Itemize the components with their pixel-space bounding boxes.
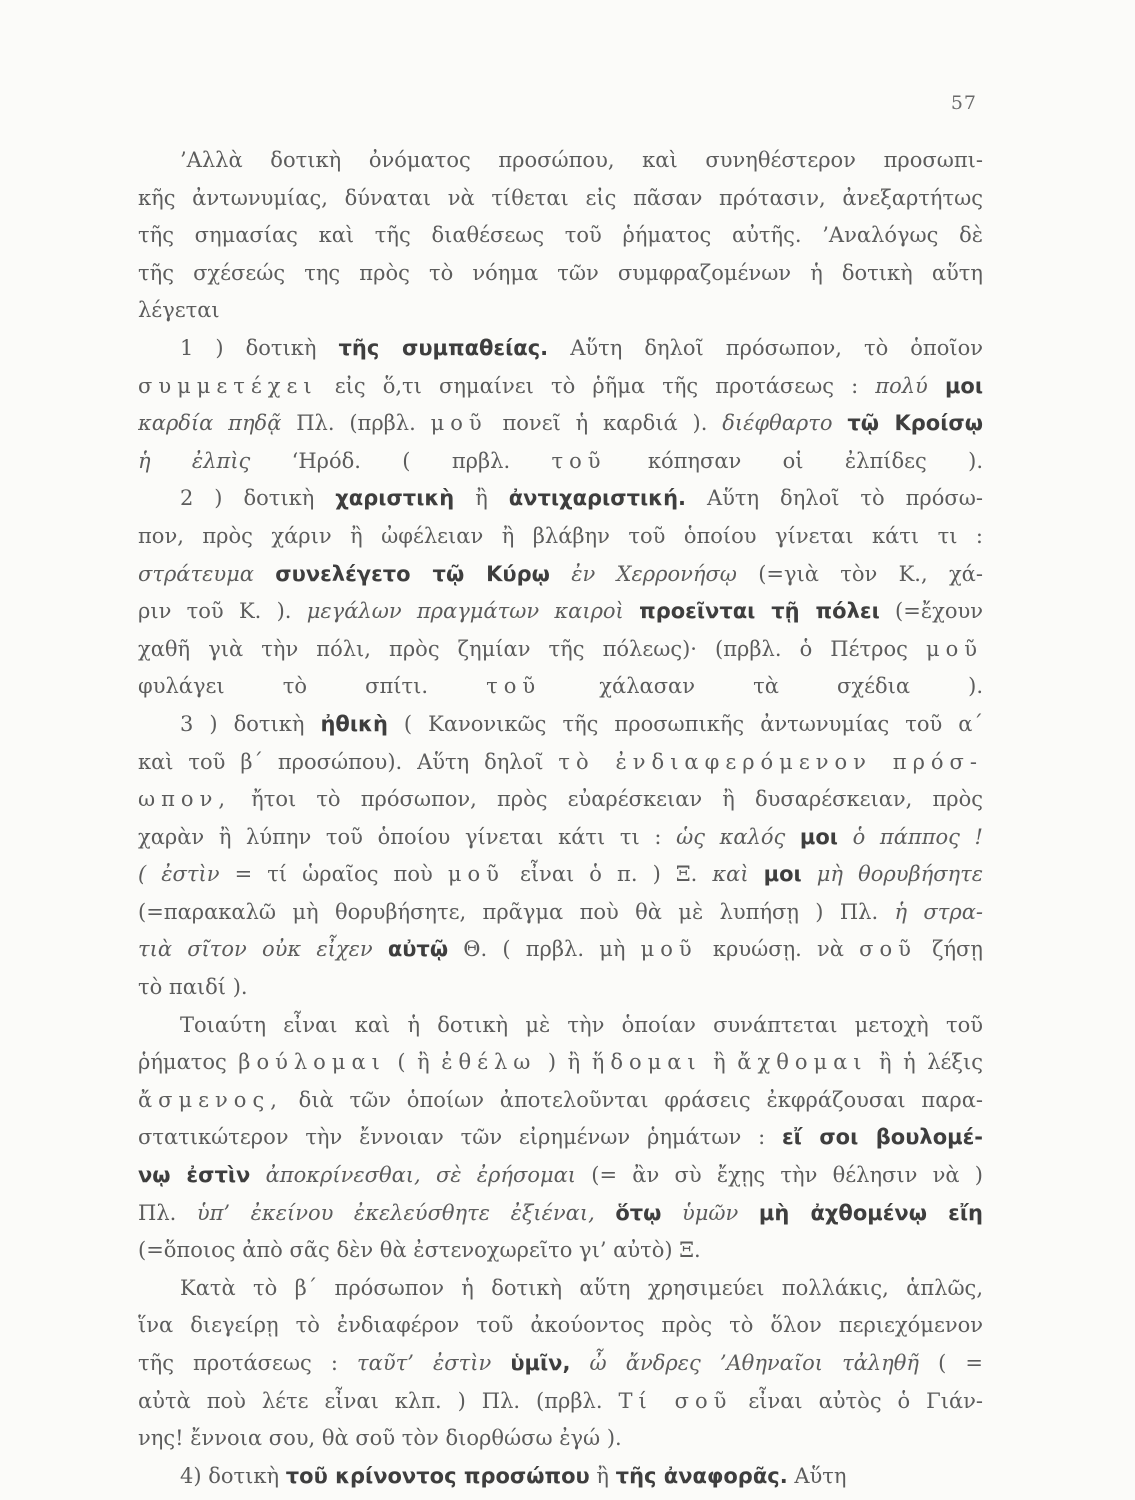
bold-term: χαριστικὴ — [335, 486, 455, 511]
text-run: Αὕτη — [787, 1463, 847, 1488]
text-line — [138, 706, 983, 744]
text-line — [138, 631, 983, 669]
text-run: πονεῖ ἡ καρδιά ). — [487, 411, 723, 436]
text-line — [138, 1044, 983, 1082]
text-line — [138, 368, 983, 406]
italic-quote: ἡ στρα- — [894, 899, 983, 924]
body-text — [138, 142, 983, 1495]
text-run: Θ. ( πρβλ. μὴ — [448, 937, 641, 962]
text-run: κόπησαν οἱ ἐλπίδες ). — [606, 448, 983, 473]
text-run: 1 ) δοτικὴ — [180, 335, 339, 360]
text-run — [570, 1351, 589, 1375]
text-run: ( Κανονικῶς τῆς προσωπικῆς ἀντωνυμίας τοῦ α΄ — [387, 711, 983, 736]
text-line — [138, 668, 983, 706]
text-run: καὶ τοῦ β΄ προσώπου). Αὕτη δηλοῖ — [138, 749, 559, 774]
text-line — [138, 1119, 983, 1157]
bold-term: προεῖνται τῇ πόλει — [639, 599, 880, 624]
bold-term: τοῦ κρίνοντος προσώπου — [285, 1463, 590, 1488]
text-line — [138, 1082, 983, 1120]
italic-quote: ἡ ἐλπὶς — [138, 448, 251, 473]
text-run: χαρὰν ἢ λύπην τοῦ ὁποίου γίνεται κάτι τι : — [138, 824, 677, 849]
text-run: λέγεται — [138, 298, 220, 323]
text-line — [138, 556, 983, 594]
bold-term: ἠθικὴ — [320, 711, 388, 736]
text-run: φυλάγει τὸ σπίτι. — [138, 674, 487, 699]
text-run: ( ἢ — [385, 1050, 442, 1075]
text-line — [138, 1383, 983, 1421]
text-line — [138, 180, 983, 218]
italic-quote: ( ἐστὶν — [138, 862, 220, 887]
text-run — [595, 1201, 616, 1225]
bold-term: ὅτῳ — [615, 1200, 662, 1225]
text-run: ριν τοῦ Κ. ). — [138, 599, 307, 624]
text-run — [250, 1163, 265, 1187]
text-run: εἶναι ὁ π. ) Ξ. — [504, 862, 713, 887]
spaced-word: σοῦ — [859, 937, 917, 962]
bold-term: συνελέγετο τῷ Κύρῳ — [275, 561, 550, 586]
text-run: (= ἂν σὺ ἔχῃς τὴν θέλησιν νὰ ) — [576, 1163, 983, 1188]
bold-term: νῳ ἐστὶν — [138, 1163, 251, 1188]
text-line — [138, 1007, 983, 1045]
text-run: = τί ὡραῖος ποὺ — [219, 862, 448, 887]
italic-quote: καρδία πηδᾷ — [138, 411, 282, 436]
text-run — [738, 1201, 759, 1225]
text-run — [373, 937, 388, 961]
text-line — [138, 217, 983, 255]
text-run — [749, 862, 764, 886]
text-run: Πλ. — [138, 1200, 197, 1225]
bold-term: ὑμῖν, — [510, 1351, 571, 1375]
text-run — [550, 562, 571, 586]
text-run: χάλασαν τὰ σχέδια ). — [541, 674, 983, 699]
bold-term: μοι — [944, 373, 983, 398]
text-run: τῆς σημασίας καὶ τῆς διαθέσεως τοῦ ῥήματος αὐτῆς. ’Αναλόγως δὲ — [138, 223, 983, 248]
text-line — [138, 1195, 983, 1233]
bold-term: εἴ σοι βουλομέ- — [781, 1125, 983, 1150]
spaced-word: μοῦ — [925, 636, 983, 661]
text-line — [138, 330, 983, 368]
text-line — [138, 931, 983, 969]
text-run: ἢ — [454, 486, 509, 511]
spaced-word: ἥδομαι — [591, 1050, 702, 1075]
text-run: κρυώσῃ. νὰ — [697, 937, 860, 962]
spaced-word: ωπον, — [138, 787, 232, 812]
text-run — [785, 825, 800, 849]
text-run: πον, πρὸς χάριν ἢ ὠφέλειαν ἢ βλάβην τοῦ ὁποίου γίνεται κάτι τι : — [138, 523, 983, 548]
text-run: εἰς ὅ,τι σημαίνει τὸ ῥῆμα τῆς προτάσεως : — [317, 373, 876, 398]
text-run: χαθῆ γιὰ τὴν πόλι, πρὸς ζημίαν τῆς πόλεως)· (πρβλ. ὁ Πέτρος — [138, 636, 926, 661]
text-run: στατικώτερον τὴν ἔννοιαν τῶν εἰρημένων ῥημάτων : — [138, 1125, 782, 1150]
text-run — [838, 825, 853, 849]
italic-quote: ἐν Χερρονήσῳ — [571, 561, 737, 586]
text-run: ’Αλλὰ δοτικὴ ὀνόματος προσώπου, καὶ συνηθέστερον προσωπι- — [180, 148, 983, 172]
spaced-word: βούλομαι — [238, 1050, 386, 1075]
text-run: ἵνα διεγείρῃ τὸ ἐνδιαφέρον τοῦ ἀκούοντος πρὸς τὸ ὅλον περιεχόμενον — [138, 1313, 983, 1338]
text-run: ζήσῃ — [916, 937, 983, 962]
text-line — [138, 443, 983, 481]
text-line — [138, 1232, 983, 1270]
text-run: αὐτὰ ποὺ λέτε εἶναι κλπ. ) Πλ. (πρβλ. — [138, 1388, 619, 1413]
spaced-word: τοῦ — [551, 448, 607, 473]
text-run: Αὕτη δηλοῖ πρόσωπον, τὸ ὁποῖον — [548, 335, 983, 360]
text-run: ) ἢ — [536, 1050, 592, 1075]
spaced-word: μοῦ — [640, 937, 698, 962]
text-run — [624, 599, 639, 623]
italic-quote: μεγάλων πραγμάτων καιροὶ — [306, 599, 624, 624]
text-run: τῆς προτάσεως : — [138, 1351, 358, 1375]
text-run — [833, 411, 848, 435]
bold-term: ἀντιχαριστική. — [508, 486, 687, 511]
text-run: ἢ ἡ λέξις — [867, 1050, 983, 1075]
text-run: Αὕτη δηλοῖ τὸ πρόσω- — [686, 486, 983, 511]
italic-quote: ὑμῶν — [682, 1200, 739, 1225]
spaced-word: ἄσμενος, — [138, 1087, 283, 1112]
italic-quote: ὦ ἄνδρες ’Αθηναῖοι τἀληθῆ — [589, 1351, 919, 1375]
italic-quote: μὴ θορυβήσητε — [816, 862, 983, 887]
italic-quote: τιὰ σῖτον οὐκ εἶχεν — [138, 937, 373, 962]
spaced-word: τοῦ — [486, 674, 542, 699]
italic-quote: πολύ — [875, 373, 928, 398]
text-run — [491, 1351, 510, 1375]
spaced-word: Τί σοῦ — [618, 1388, 733, 1413]
text-run: (=ὅποιος ἀπὸ σᾶς δὲν θὰ ἐστενοχωρεῖτο γι’ αὐτὸ) Ξ. — [138, 1238, 701, 1263]
text-line — [138, 1345, 983, 1383]
bold-term: αὐτῷ — [387, 937, 449, 962]
bold-term: τῆς ἀναφορᾶς. — [615, 1463, 788, 1488]
page-number: 57 — [950, 92, 977, 114]
text-line — [138, 781, 983, 819]
text-line — [138, 744, 983, 782]
text-run: ἢ — [701, 1050, 738, 1075]
bold-term: τῷ Κροίσῳ — [847, 411, 983, 436]
italic-quote: ὡς καλός — [676, 824, 786, 849]
text-run: ἤτοι τὸ πρόσωπον, πρὸς εὐαρέσκειαν ἢ δυσαρέσκειαν, πρὸς — [231, 787, 983, 812]
italic-quote: ταῦτ’ ἐστὶν — [357, 1351, 492, 1375]
text-line — [138, 1458, 983, 1496]
text-line — [138, 480, 983, 518]
text-line — [138, 969, 983, 1007]
text-run: τῆς σχέσεώς της πρὸς τὸ νόημα τῶν συμφραζομένων ἡ δοτικὴ αὕτη — [138, 260, 983, 285]
text-run: ‘Ηρόδ. ( πρβλ. — [250, 448, 552, 473]
text-run: ( = — [918, 1351, 983, 1375]
text-run: (=παρακαλῶ μὴ θορυβήσητε, πρᾶγμα ποὺ θὰ μὲ λυπήσῃ ) Πλ. — [138, 899, 895, 924]
bold-term: μὴ ἀχθομένῳ εἴη — [758, 1200, 983, 1225]
bold-term: τῆς συμπαθείας. — [338, 335, 549, 360]
italic-quote: καὶ — [712, 862, 749, 887]
italic-quote: ὁ πάππος ! — [852, 824, 983, 849]
bold-term: μοι — [799, 824, 838, 849]
text-run — [802, 862, 817, 886]
bold-term: μοι — [763, 862, 802, 887]
text-line — [138, 142, 983, 180]
text-line — [138, 292, 983, 330]
text-run: διὰ τῶν ὁποίων ἀποτελοῦνται φράσεις ἐκφράζουσαι παρα- — [282, 1087, 983, 1112]
text-run: 4) δοτικὴ — [180, 1463, 286, 1488]
text-run: ῥήματος — [138, 1050, 239, 1075]
text-run: Κατὰ τὸ β΄ πρόσωπον ἡ δοτικὴ αὕτη χρησιμεύει πολλάκις, ἁπλῶς, — [180, 1275, 983, 1300]
text-run: 2 ) δοτικὴ — [180, 486, 336, 511]
text-run — [661, 1201, 682, 1225]
text-line — [138, 819, 983, 857]
text-run: ἢ — [589, 1463, 616, 1488]
spaced-word: τὸ ἐνδιαφερόμενον πρόσ- — [558, 749, 983, 774]
italic-quote: στράτευμα — [138, 561, 254, 586]
text-run — [254, 562, 275, 586]
spaced-word: μοῦ — [447, 862, 505, 887]
italic-quote: ὑπ’ ἐκείνου ἐκελεύσθητε ἐξιέναι, — [196, 1200, 595, 1225]
text-run: (=γιὰ τὸν Κ., χά- — [736, 561, 983, 586]
text-line — [138, 518, 983, 556]
spaced-word: ἐθέλω — [441, 1050, 537, 1075]
text-line — [138, 856, 983, 894]
text-run: κῆς ἀντωνυμίας, δύναται νὰ τίθεται εἰς πᾶσαν πρότασιν, ἀνεξαρτήτως — [138, 185, 983, 210]
text-line — [138, 1157, 983, 1195]
text-run — [928, 374, 945, 398]
text-run: τὸ παιδί ). — [138, 975, 248, 1000]
italic-quote: διέφθαρτο — [722, 411, 833, 436]
text-line — [138, 593, 983, 631]
text-run: 3 ) δοτικὴ — [180, 711, 321, 736]
text-line — [138, 1307, 983, 1345]
text-run: νης! ἔννοια σου, θὰ σοῦ τὸν διορθώσω ἐγώ ). — [138, 1426, 622, 1451]
text-line — [138, 1420, 983, 1458]
text-line — [138, 894, 983, 932]
text-line — [138, 1270, 983, 1308]
spaced-word: συμμετέχει — [138, 373, 318, 398]
italic-quote: ἀποκρίνεσθαι, σὲ ἐρήσομαι — [265, 1163, 577, 1188]
spaced-word: ἄχθομαι — [737, 1050, 868, 1075]
text-line — [138, 255, 983, 293]
text-run: (=ἔχουν — [879, 599, 983, 624]
spaced-word: μοῦ — [430, 411, 488, 436]
text-run: Τοιαύτη εἶναι καὶ ἡ δοτικὴ μὲ τὴν ὁποίαν συνάπτεται μετοχὴ τοῦ — [180, 1012, 983, 1037]
text-run: Πλ. (πρβλ. — [281, 411, 431, 436]
text-run: εἶναι αὐτὸς ὁ Γιάν- — [732, 1388, 983, 1413]
text-line — [138, 405, 983, 443]
